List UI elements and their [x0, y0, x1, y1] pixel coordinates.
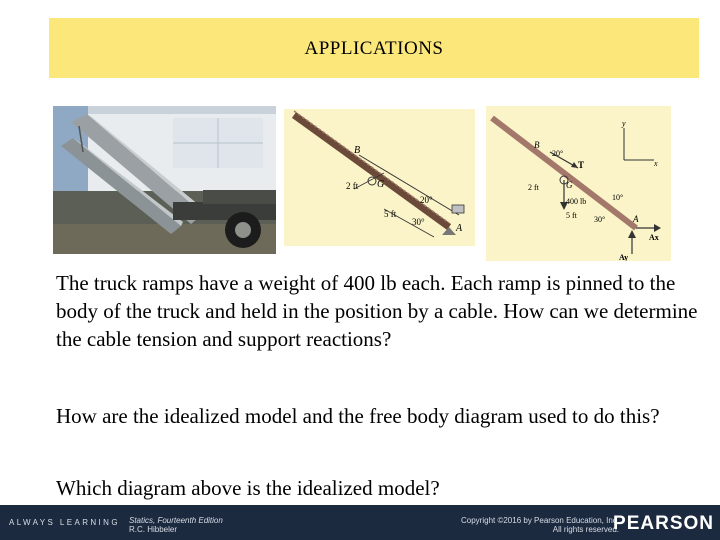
truck-ramp-photo [53, 106, 276, 254]
pearson-logo: PEARSON [613, 513, 714, 534]
idealized-model-diagram [284, 109, 475, 246]
footer-author: R.C. Hibbeler [129, 525, 178, 534]
fbd-axis-x: x [654, 159, 658, 168]
fbd-angle-bottom: 30° [594, 215, 606, 224]
fbd-weight: 400 lb [566, 197, 587, 206]
fbd-axis-y: y [622, 119, 626, 128]
paragraph-question-model: How are the idealized model and the free body diagram used to do this? [56, 404, 660, 428]
model-angle-bottom: 30° [412, 217, 425, 227]
footer-bar [0, 505, 720, 540]
model-label-a: A [456, 223, 463, 234]
model-dist-5ft: 5 ft [384, 209, 397, 219]
footer-brand: ALWAYS LEARNING [9, 518, 120, 527]
fbd-label-t: T [578, 160, 585, 170]
slide-title: APPLICATIONS [304, 38, 444, 59]
model-dist-2ft: 2 ft [346, 181, 359, 191]
fbd-label-a: A [633, 214, 639, 224]
footer-copyright: Copyright ©2016 by Pearson Education, Inc. [461, 516, 619, 525]
footer-rights: All rights reserved. [552, 525, 619, 534]
fbd-label-b: B [534, 140, 540, 150]
fbd-dist-2ft: 2 ft [528, 183, 539, 192]
fbd-label-ax: Ax [649, 233, 659, 242]
title-bar [49, 18, 699, 78]
footer-book-title: Statics, Fourteenth Edition [129, 516, 223, 525]
fbd-label-ay: Ay [619, 253, 629, 261]
fbd-dist-5ft: 5 ft [566, 211, 577, 220]
footer-copyright-block [461, 516, 619, 534]
footer-book-info [129, 516, 223, 534]
model-label-g: G [377, 179, 385, 190]
paragraph-question-idealized: Which diagram above is the idealized model? [56, 476, 440, 500]
free-body-diagram [486, 106, 671, 261]
fbd-angle-mid: 10° [612, 193, 624, 202]
model-label-b: B [354, 145, 361, 156]
paragraph-problem: The truck ramps have a weight of 400 lb each. Each ramp is pinned to the body of the truck and held in the position by a cable. How can we determine the cable tension and support reactions? [56, 271, 698, 351]
fbd-label-g: G [566, 180, 573, 190]
model-angle-top: 20° [420, 195, 433, 205]
fbd-angle-top: 20° [552, 149, 564, 158]
